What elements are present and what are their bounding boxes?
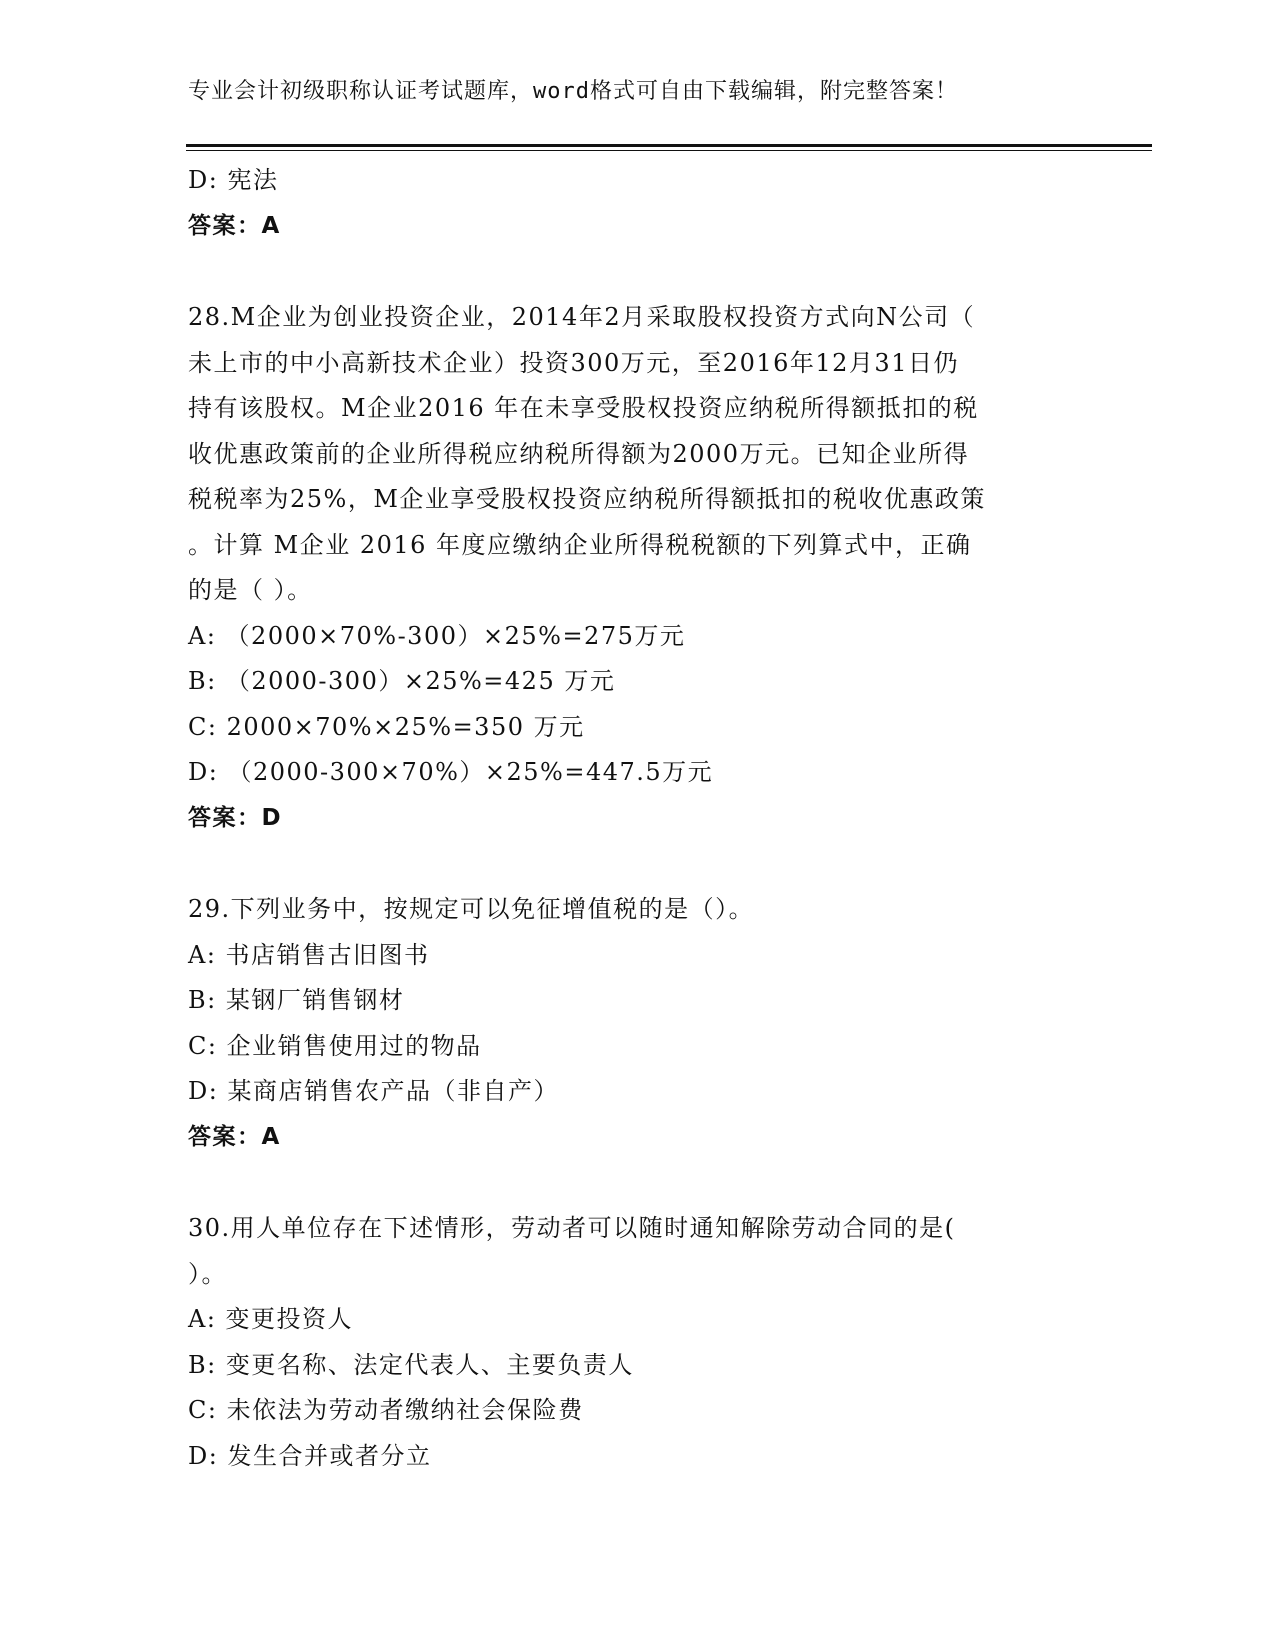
q28-option-c: C: 2000×70%×25%=350 万元 [188, 712, 585, 741]
q27-option-d: D: 宪法 [188, 166, 279, 194]
q30-option-a: A: 变更投资人 [188, 1305, 354, 1333]
q29-option-c: C: 企业销售使用过的物品 [188, 1031, 482, 1060]
q30-option-d: D: 发生合并或者分立 [188, 1441, 432, 1470]
q29-option-d: D: 某商店销售农产品（非自产） [188, 1077, 559, 1105]
q28-option-d: D: （2000-300×70%）×25%=447.5万元 [188, 758, 714, 786]
q29-option-a: A: 书店销售古旧图书 [188, 940, 430, 969]
q30-option-b: B: 变更名称、法定代表人、主要负责人 [188, 1350, 634, 1379]
q28-stem [188, 295, 1088, 614]
q28-stem-line: 税税率为25%，M企业享受股权投资应纳税所得额抵扣的税收优惠政策 [188, 485, 986, 513]
header-rule-thin [186, 150, 1152, 151]
q29-option-b: B: 某钢厂销售钢材 [188, 986, 405, 1014]
q28-option-b: B: （2000-300）×25%=425 万元 [188, 667, 616, 695]
spacer [188, 841, 1088, 887]
page-header: 专业会计初级职称认证考试题库，word格式可自由下载编辑，附完整答案！ [188, 79, 958, 104]
q28-stem-line: 的是（ ）。 [188, 576, 313, 604]
q28-stem-line: 持有该股权。M企业2016 年在未享受股权投资应纳税所得额抵扣的税 [188, 394, 979, 422]
spacer [188, 249, 1088, 295]
q30-stem-line: ）。 [188, 1259, 227, 1288]
question-content [188, 158, 1088, 1479]
q28-stem-line: 收优惠政策前的企业所得税应纳税所得额为2000万元。已知企业所得 [188, 439, 970, 468]
q27-answer: 答案：A [188, 212, 281, 239]
q29-answer: 答案：A [188, 1123, 281, 1150]
spacer [188, 1160, 1088, 1206]
q28-stem-line: 28.M企业为创业投资企业，2014年2月采取股权投资方式向N公司（ [188, 303, 976, 331]
header-rule-thick [186, 144, 1152, 147]
q30-stem-line: 30.用人单位存在下述情形，劳动者可以随时通知解除劳动合同的是( [188, 1214, 956, 1242]
q28-option-a: A: （2000×70%-300）×25%=275万元 [188, 621, 686, 650]
q28-stem-line: 。计算 M企业 2016 年度应缴纳企业所得税税额的下列算式中，正确 [188, 530, 972, 559]
q29-stem: 29.下列业务中，按规定可以免征增值税的是（）。 [188, 895, 755, 923]
q30-option-c: C: 未依法为劳动者缴纳社会保险费 [188, 1396, 584, 1424]
q28-answer: 答案：D [188, 804, 283, 831]
q28-stem-line: 未上市的中小高新技术企业）投资300万元，至2016年12月31日仍 [188, 348, 959, 377]
